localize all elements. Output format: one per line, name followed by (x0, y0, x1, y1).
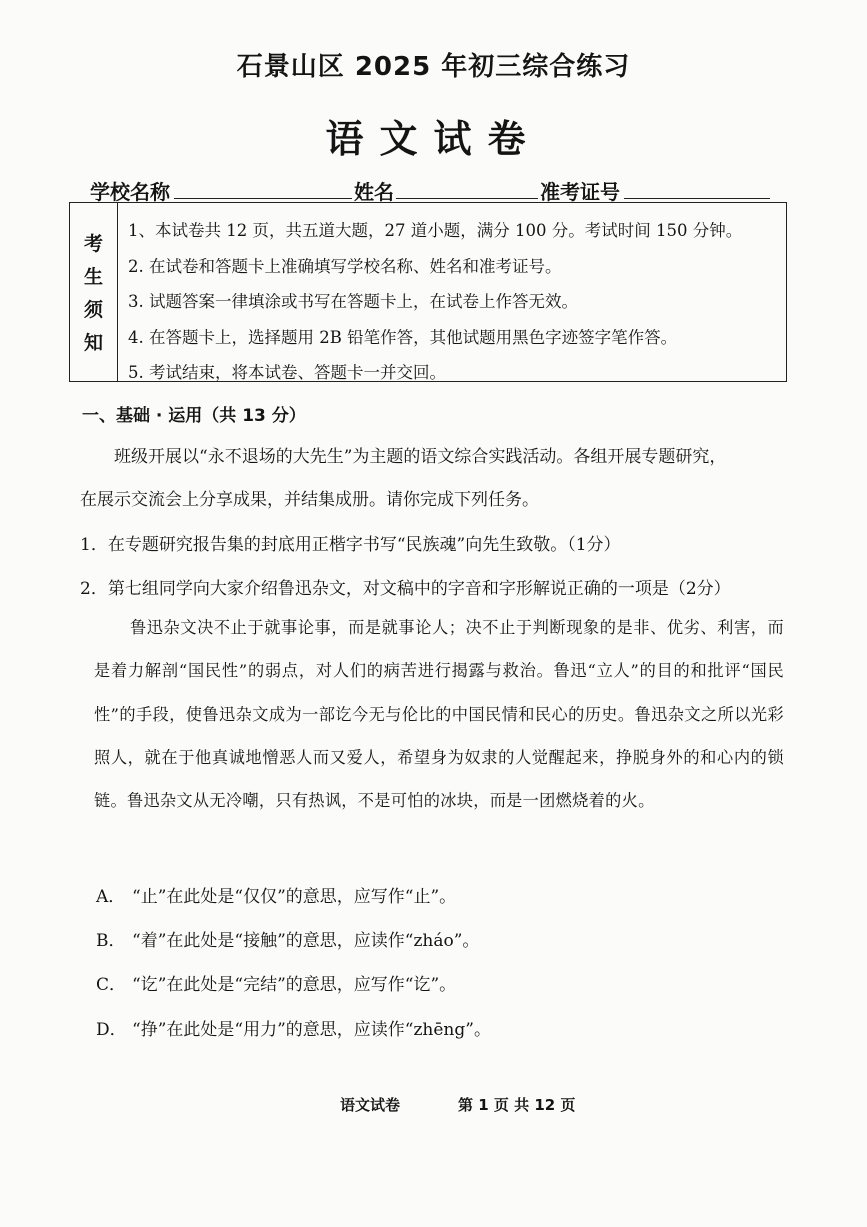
exam-id-blank (624, 198, 770, 199)
question-1: 1．在专题研究报告集的封底用正楷字书写“民族魂”向先生致敬。（1分） (80, 535, 621, 555)
intro-line: 在展示交流会上分享成果，并结集成册。请你完成下列任务。 (80, 490, 539, 510)
notice-label (70, 203, 118, 381)
notice-item: 5. 考试结束，将本试卷、答题卡一并交回。 (128, 363, 446, 382)
option-letter: A． (96, 887, 126, 907)
option-d (96, 1015, 491, 1040)
option-b (96, 926, 479, 951)
school-name-label: 学校名称 (90, 180, 170, 204)
option-letter: B． (96, 931, 126, 951)
paper-title: 语文试卷 (325, 117, 542, 161)
option-a (96, 882, 456, 907)
school-name-blank (174, 198, 352, 199)
notice-label-char: 生 (83, 266, 103, 288)
option-text: “着”在此处是“接触”的意思，应读作“zháo”。 (132, 931, 480, 951)
question-2: 2．第七组同学向大家介绍鲁迅杂文，对文稿中的字音和字形解说正确的一项是（2分） (80, 579, 731, 599)
intro-line: 班级开展以“永不退场的大先生”为主题的语文综合实践活动。各组开展专题研究， (114, 447, 727, 467)
name-blank (396, 198, 538, 199)
notice-item: 3. 试题答案一律填涂或书写在答题卡上，在试卷上作答无效。 (128, 292, 578, 311)
notice-items (128, 213, 780, 391)
option-letter: C． (96, 975, 127, 995)
footer-paper-name: 语文试卷 (340, 1096, 401, 1114)
notice-label-char: 考 (83, 233, 103, 255)
notice-item: 2. 在试卷和答题卡上准确填写学校名称、姓名和准考证号。 (128, 256, 562, 276)
option-letter: D． (96, 1020, 127, 1040)
notice-item: 4. 在答题卡上，选择题用 2B 铅笔作答，其他试题用黑色字迹签字笔作答。 (128, 327, 678, 347)
passage-text: 鲁迅杂文决不止于就事论事，而是就事论人；决不止于判断现象的是非、优劣、利害，而是着力解剖“国民性”的弱点，对人们的病苦进行揭露与救治。鲁迅“立人”的目的和批评“国民性”的手段，使鲁迅杂文成为一部讫今无与伦比的中国民情和民心的历史。鲁迅杂文之所以光彩照人，就在于他真诚地憎恶人而又爱人，希望身为奴隶的人觉醒起来，挣脱身外的和心内的锁链。鲁迅杂文从无冷嘲，只有热讽，不是可怕的冰块，而是一团燃烧着的火。 (94, 618, 784, 811)
exam-title: 石景山区 2025 年初三综合练习 (236, 52, 631, 82)
section-heading: 一、基础 · 运用（共 13 分） (82, 406, 306, 426)
option-text: “止”在此处是“仅仅”的意思，应写作“止”。 (132, 887, 457, 907)
candidate-info-line (90, 176, 780, 204)
option-text: “讫”在此处是“完结”的意思，应写作“讫”。 (132, 975, 457, 995)
exam-id-label: 准考证号 (540, 180, 620, 204)
notice-label-char: 知 (83, 332, 103, 354)
option-text: “挣”在此处是“用力”的意思，应读作“zhēng”。 (132, 1020, 491, 1040)
notice-label-char: 须 (83, 299, 103, 321)
section-intro (80, 436, 785, 522)
option-c (96, 970, 456, 995)
candidate-notice-box (69, 202, 787, 382)
name-label: 姓名 (354, 180, 394, 204)
notice-item: 1、本试卷共 12 页，共五道大题，27 道小题，满分 100 分。考试时间 150 分钟。 (128, 221, 743, 240)
reading-passage (94, 606, 784, 822)
footer-page-number: 第 1 页 共 12 页 (458, 1096, 576, 1114)
